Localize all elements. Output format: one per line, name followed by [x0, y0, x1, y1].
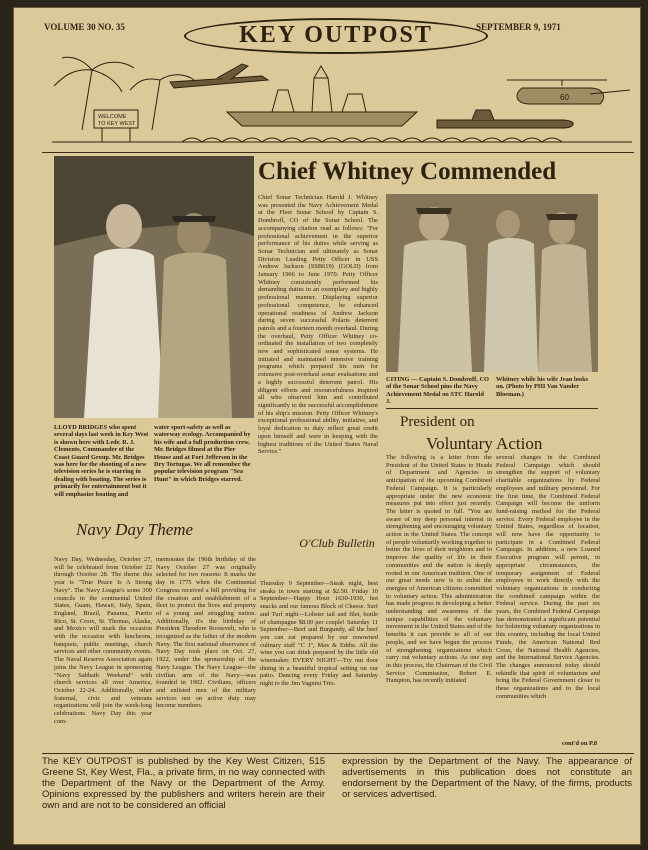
- photo-whitney-medal: [386, 194, 598, 372]
- newspaper-page: [14, 8, 640, 844]
- article-body-whitney: Chief Sonar Technician Harold J. Whitney was presented the Navy Achievement Medal at the Fleet Sonar School by Captain S. Dombroff, CO of the Sonar School. The accompanying citation read as follows: "For professional achievement in the superior performance of his duties while serving as Sonar Technician and ultimately as Sonar Division Leading Petty Officer in USS Andrew Jackson (SSB619) (GOLD) from January 1966 to June 1970. Petty Officer Whitney consistently performed his demanding duties in an exemplary and highly professional manner. Displaying superior professional competence, he enhanced operational readiness of Andrew Jackson during seven successful Polaris deterrent patrols and a fourteen month overhaul. During the overhaul, Petty Officer Whitney co-ordinated the installation of two completely new and sophisticated sonar systems. He initiated and maintained intensive training programs which prepared his men for extensive post-overhaul sonar evaluations and a highly successful deterrent patrol. His diligent efforts and resourcefulness inspired all who observed him and contributed significantly to the successful accomplishment of his ship's mission. Petty Officer Whitney's exceptional professional ability, initiative, and loyal dedication to duty reflect great credit upon himself and were in keeping with the highest traditions of the United States Naval Service.": [258, 194, 378, 456]
- oclub-bulletin-body: Thursday 9 September—Steak night, best steaks in town starting at $2.50. Friday 10 September—Happy Hour 1630-1930, hot snacks and our famous Block of Cheese. Surf and Turf night—Lobster tail and filet, bottle of champagne $8.00 per couple! Saturday 11 September—Beef and Burgundy, all the beef you can eat prepared by our renowned culinary staff "C J", Max & Eddie. All the wine you can drink prepared by the little old winemaker. EVERY NIGHT—Try out door dining in a beautiful tropical setting on our patio. Dancing every Friday and Saturday night to the Jim Vagnini Trio.: [260, 580, 378, 688]
- article-body-navy-day-col1: Navy Day, Wednesday, October 27, will be celebrated from October 22 through October 28. The theme this year is "True Peace Is A Strong Navy". The Navy League's some 300 councils in the continental United States, Guam, Hawaii, Italy, Spain, England, Brazil, Panama, Puerto Rico, St. Croix, St. Thomas, Alaska, and Mexico will mark the occasion with the occasion with luncheons, banquets, public meetings, church services and other community events. The Naval Reserve Association again joins the Navy League in sponsoring "Navy Sabbath Weekend" with church services all over America, October 22-24. Additionally, other fraternal, civic and veterans organizations will join the week-long celebrations. Navy Day this year com-: [54, 556, 152, 725]
- caption-bridges-part2: water sport-safety as well as waterway ecology. Accompanied by his wife and a full production crew, Mr. Bridges filmed at the Pier House and at Fort Jefferson in the Dry Tortugas. We all remember the popular television program "Sea Hunt" in which Bridges starred.: [154, 424, 251, 483]
- welcome-sign-text: WELCOME: [98, 114, 127, 120]
- volume-number: VOLUME 30 NO. 35: [44, 22, 125, 32]
- welcome-sign-text: TO KEY WEST: [98, 121, 136, 127]
- caption-whitney-part2: Whitney while his wife Jean looks on. (Photo by PHI Van Vander Bloeman.): [496, 376, 589, 398]
- headline-navy-day-theme: Navy Day Theme: [76, 520, 194, 539]
- headline-president-line1: President on: [400, 414, 475, 430]
- article-body-voluntary-col2: several changes in the Combined Federal Campaign which should strengthen the support of voluntary charitable organizations by Federal employees and military personnel. For the first time, the Combined Federal Campaign will become the uniform fund-raising method for the Federal service. Every Federal employee in the United States, regardless of location, will now have the opportunity to participate in a Combined Federal Campaign. In addition, a new Loaned Executive program will permit, in appropriate circumstances, the temporary assignment of Federal employees to work directly with the voluntary organizations in conducting the combined campaign within the Federal service. During the past six years, the Combined Federal Campaign has demonstrated a significant potential for bolstering voluntary organizations in this country, including the local United Funds, the American National Red Cross, the National Health Agencies, and the International Service Agencies. The changes announced today should rekindle that spirit of voluntarism and bring the Federal Government closer to these organizations and to the local communities which: [496, 454, 600, 700]
- masthead-rule: [42, 152, 634, 153]
- photo-rule: [386, 408, 598, 409]
- masthead-illustration: [42, 50, 634, 150]
- caption-bridges-part1: LLOYD BRIDGES who spent several days last week in Key West is shown here with Ledr. R. J. Clements, Commander of the Coast Guard Group. Mr. Bridges was here for the shooting of a new television series he is starring in dealing with boating. The series is primarily for entertainment but it will emphasize boating and: [54, 424, 149, 498]
- publisher-statement-left: The KEY OUTPOST is published by the Key West Citizen, 515 Greene St, Key West, Fla., a private firm, in no way connected with the Department of the Navy or the Department of the Army. Opinions expressed by the publishers and writers herein are their own and are not to be considered an official: [42, 756, 325, 811]
- article-body-navy-day-col2: memorates the 196th birthday of the Navy October 27 was originally selected for two reasons: It marks the day in 1775 when the Continental Congress received a bill providing for the creation and establishment of a fleet to protect the lives and property of a young and struggling nation. Additionally, it's the birthday of President Theodore Roosevelt, who is recognized as the father of the modern Navy. The first national observance of Navy Day took place on Oct. 27, 1922, under the sponsorship of the Navy League. The Navy League—the civilian arm of the Navy—was founded in 1902. Civilians, officers and enlisted men of the military services not on active duty may become members.: [156, 556, 256, 710]
- headline-president-line2: Voluntary Action: [426, 434, 543, 453]
- caption-whitney-part1: CITING — Captain S. Dombroff, CO of the Sonar School pins the Navy Achievement Medal on STC Harold J.: [386, 376, 490, 406]
- headline-oclub-bulletin: O'Club Bulletin: [299, 536, 375, 550]
- article-body-voluntary-col1: The following is a letter from the President of the United States to Heads of Department and Agencies in anticipation of the upcoming Combined Federal Campaign. It is particularly appropriate under the new economic measures put into effect just recently. The letter is quoted in full. "You are aware of my deep personal interest in strengthening and encouraging voluntary action in the United States. The concept of people voluntarily working together to better the lives of their neighbors and to improve the quality of life in their communities and the nation is deeply rooted in our American tradition. One of our great needs now is to enlist the energies of American citizens committed to voluntary action. This administration has made progress in developing a better understanding and awareness of the unique capabilities of the voluntary movement in the United States and of the benefits it can provide to all of our people, and we have begun the process of strengthening organizations which carry out voluntary actions. As one step in this process, the Chairman of the Civil Service Commission, Robert E. Hampton, has recently initiated: [386, 454, 492, 685]
- photo-lloyd-bridges: [54, 156, 254, 418]
- publisher-statement-right: expression by the Department of the Navy. The appearance of advertisements in this publication does not constitute an endorsement by the Department of the Navy, of the firms, products or services advertised.: [342, 756, 632, 800]
- newspaper-title: KEY OUTPOST: [184, 18, 488, 54]
- continued-note: cont'd on P.8: [562, 740, 598, 747]
- footer-rule: [42, 753, 634, 754]
- svg-text:60: 60: [560, 93, 569, 102]
- issue-date: SEPTEMBER 9, 1971: [476, 22, 561, 32]
- headline-chief-whitney: Chief Whitney Commended: [258, 158, 557, 185]
